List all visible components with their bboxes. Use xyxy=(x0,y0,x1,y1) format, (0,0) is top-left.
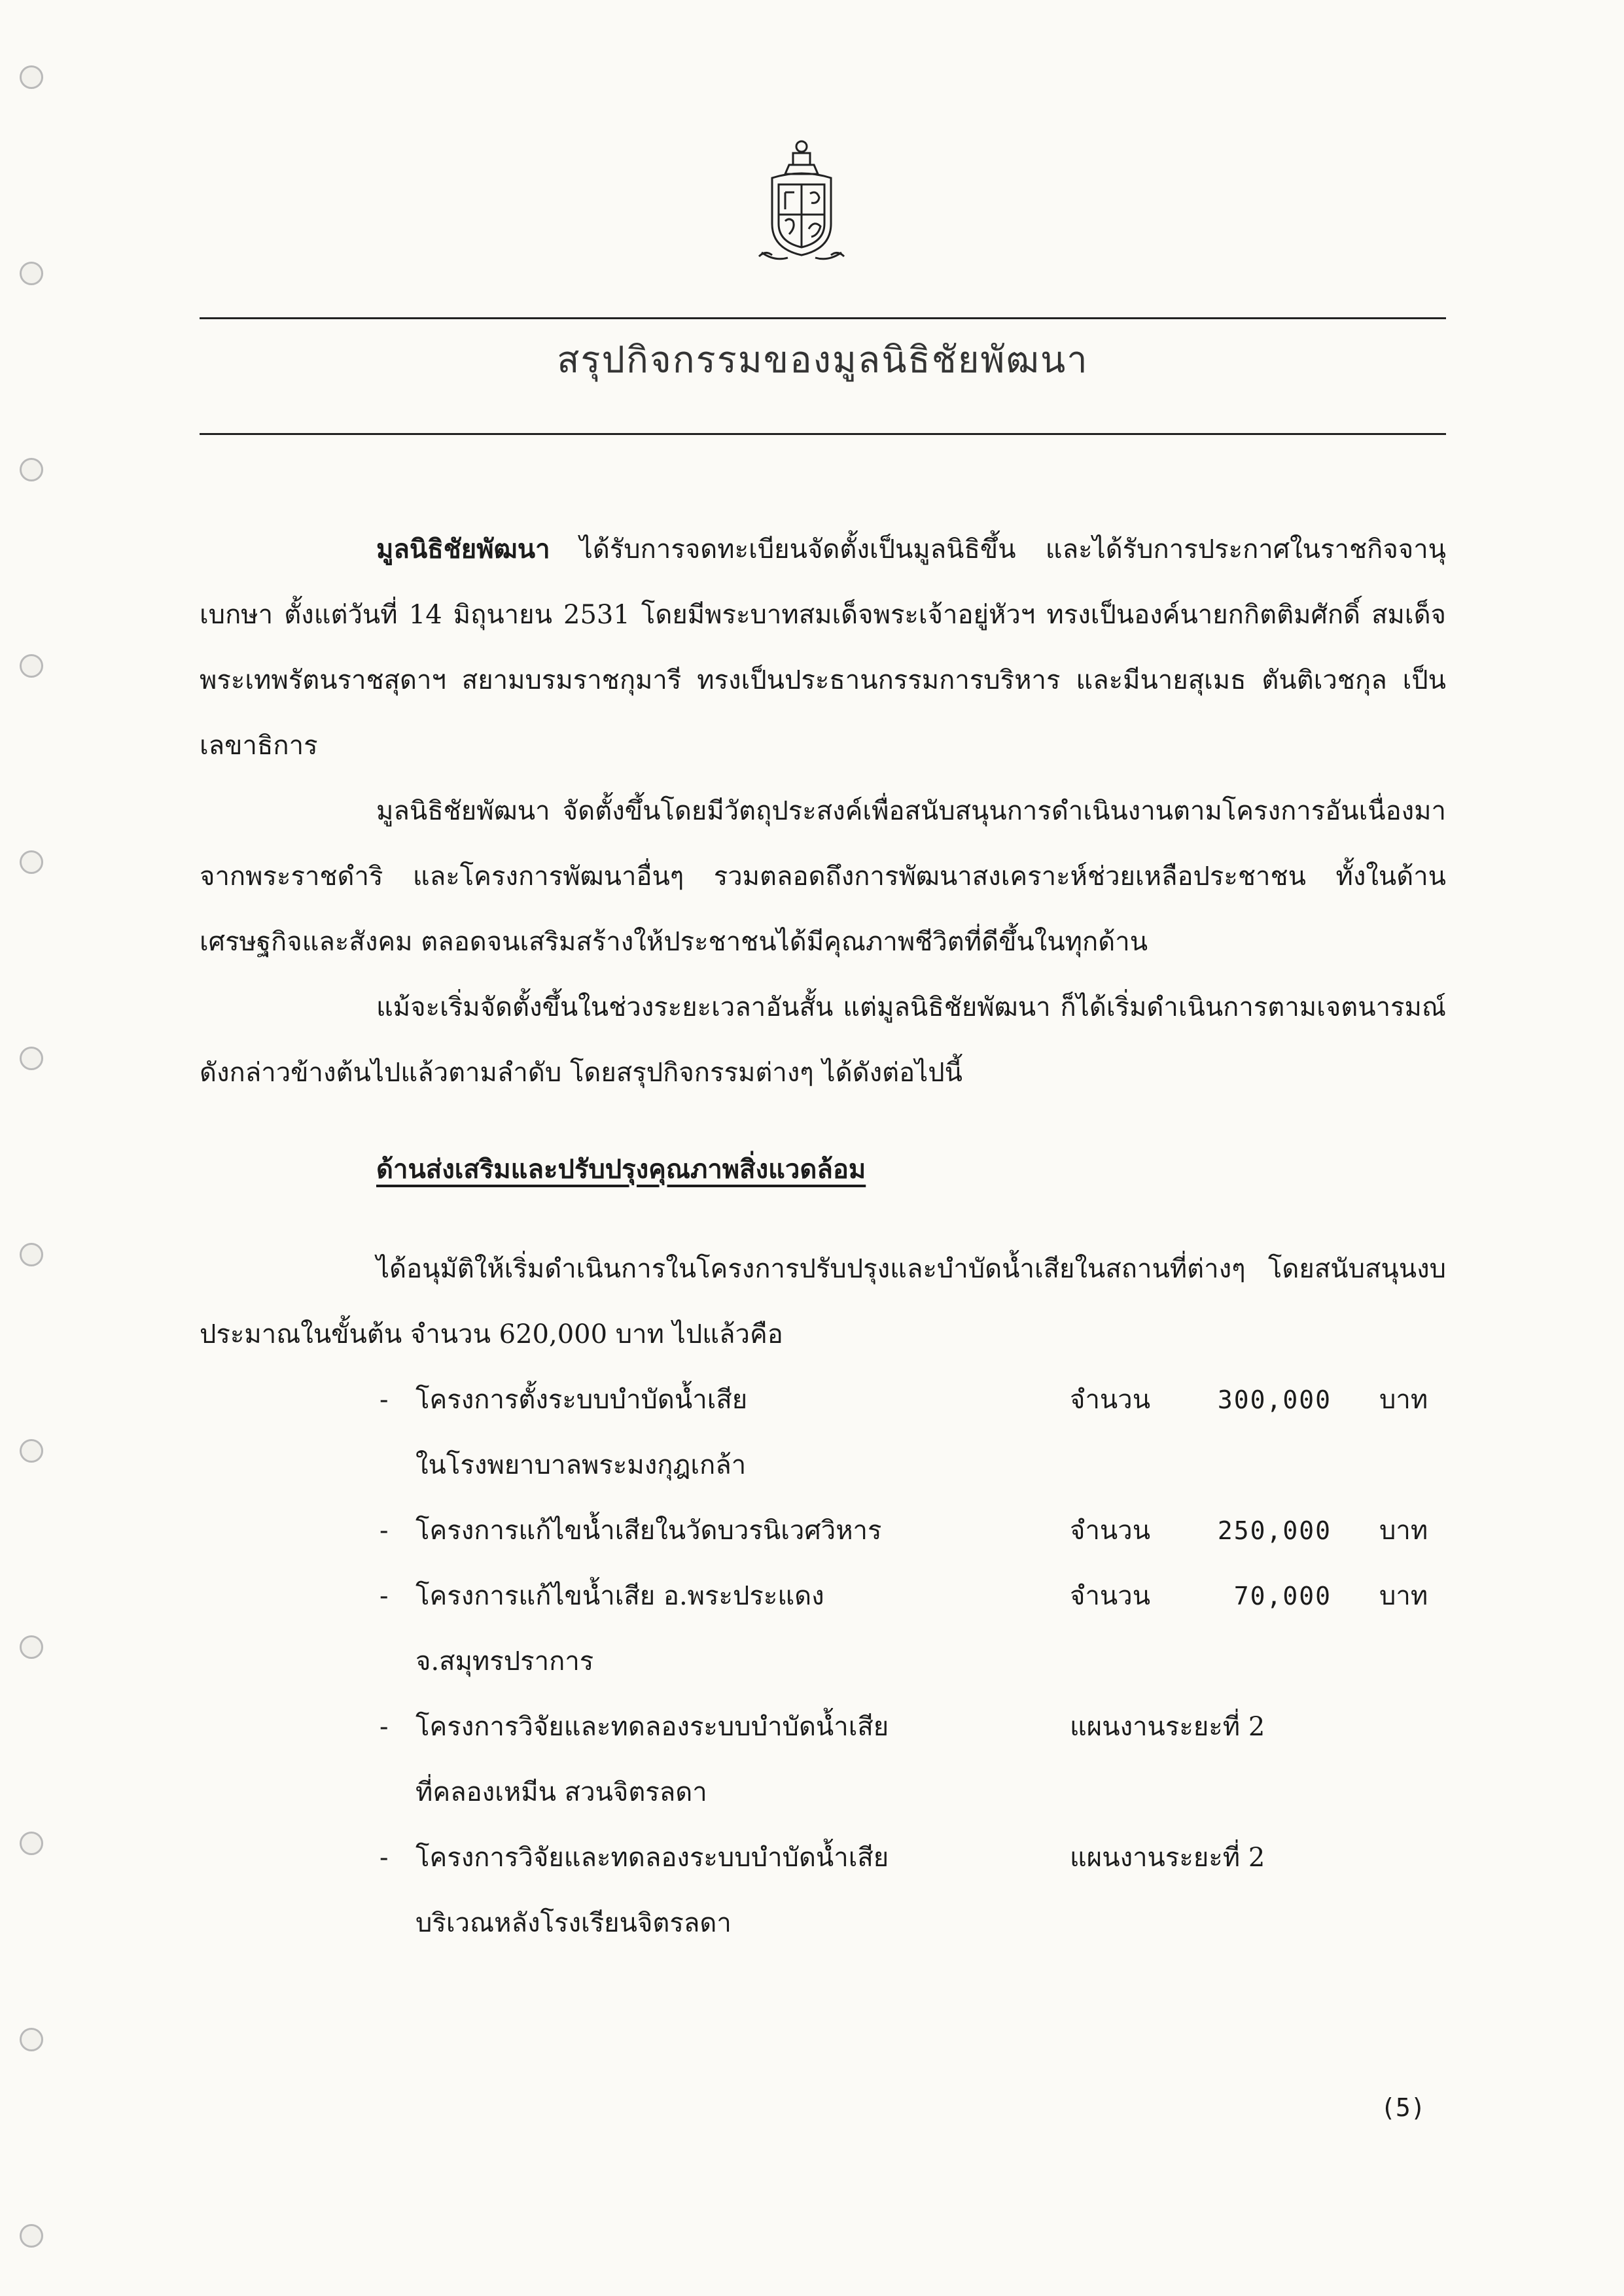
binder-hole xyxy=(20,1439,43,1463)
list-dash: - xyxy=(380,1385,389,1415)
binder-hole xyxy=(20,262,43,285)
intro-paragraph-1-text: ได้รับการจดทะเบียนจัดตั้งเป็นมูลนิธิขึ้น และได้รับการประกาศในราชกิจจานุเบกษา ตั้งแต่วันที่ 14 มิถุนายน 2531 โดยมีพระบาทสมเด็จพระเจ้าอยู่หัวฯ ทรงเป็นองค์นายกกิตติมศักดิ์ สมเด็จพระเทพรัตนราชสุดาฯ สยามบรมราชกุมารี ทรงเป็นประธานกรรมการบริหาร และมีนายสุเมธ ตันติเวชกุล เป็นเลขาธิการ xyxy=(200,534,1446,761)
title-rule-bottom xyxy=(200,433,1446,435)
title-rule-top xyxy=(200,317,1446,319)
project-name: โครงการแก้ไขน้ำเสียในวัดบวรนิเวศวิหาร xyxy=(415,1516,882,1546)
binder-hole xyxy=(20,458,43,481)
list-item xyxy=(380,1498,882,1563)
page-number: (5) xyxy=(1381,2093,1426,2122)
list-item xyxy=(380,1694,889,1825)
project-label: จำนวน xyxy=(1070,1581,1151,1611)
binder-hole xyxy=(20,2028,43,2051)
binder-hole xyxy=(20,850,43,874)
project-name-continued: ที่คลองเหมีน สวนจิตรลดา xyxy=(415,1777,707,1807)
project-name-continued: บริเวณหลังโรงเรียนจิตรลดา xyxy=(415,1908,732,1938)
project-unit: บาท xyxy=(1379,1516,1428,1546)
list-item xyxy=(380,1563,824,1694)
list-item xyxy=(380,1825,889,1956)
project-amount: 250,000 xyxy=(1217,1516,1332,1545)
binder-holes xyxy=(0,0,72,2296)
project-label: จำนวน xyxy=(1070,1385,1151,1415)
binder-hole xyxy=(20,1635,43,1659)
project-amount: 70,000 xyxy=(1233,1582,1332,1610)
foundation-name-bold: มูลนิธิชัยพัฒนา xyxy=(376,534,550,565)
project-name: โครงการวิจัยและทดลองระบบบำบัดน้ำเสีย xyxy=(415,1843,889,1873)
intro-paragraph-3: แม้จะเริ่มจัดตั้งขึ้นในช่วงระยะเวลาอันสั้น แต่มูลนิธิชัยพัฒนา ก็ได้เริ่มดำเนินการตามเจตนารมณ์ดังกล่าวข้างต้นไปแล้วตามลำดับ โดยสรุปกิจกรรมต่างๆ ได้ดังต่อไปนี้ xyxy=(200,992,1446,1088)
project-label: จำนวน xyxy=(1070,1516,1151,1546)
list-item xyxy=(380,1367,747,1498)
section-heading: ด้านส่งเสริมและปรับปรุงคุณภาพสิ่งแวดล้อม xyxy=(376,1154,866,1185)
foundation-seal-icon xyxy=(752,137,851,275)
intro-paragraph-2: มูลนิธิชัยพัฒนา จัดตั้งขึ้นโดยมีวัตถุประสงค์เพื่อสนับสนุนการดำเนินงานตามโครงการอันเนื่องมาจากพระราชดำริ และโครงการพัฒนาอื่นๆ รวมตลอดถึงการพัฒนาสงเคราะห์ช่วยเหลือประชาชน ทั้งในด้านเศรษฐกิจและสังคม ตลอดจนเสริมสร้างให้ประชาชนได้มีคุณภาพชีวิตที่ดีขึ้นในทุกด้าน xyxy=(200,796,1446,957)
binder-hole xyxy=(20,1832,43,1855)
binder-hole xyxy=(20,1243,43,1266)
binder-hole xyxy=(20,65,43,89)
page-title: สรุปกิจกรรมของมูลนิธิชัยพัฒนา xyxy=(557,339,1089,381)
list-dash: - xyxy=(380,1581,389,1611)
project-label: แผนงานระยะที่ 2 xyxy=(1070,1712,1265,1742)
binder-hole xyxy=(20,1047,43,1070)
project-name: โครงการตั้งระบบบำบัดน้ำเสีย xyxy=(415,1385,748,1415)
project-name-continued: จ.สมุทรปราการ xyxy=(415,1646,594,1677)
intro-paragraph-1 xyxy=(200,517,1446,778)
project-name: โครงการแก้ไขน้ำเสีย อ.พระประแดง xyxy=(415,1581,824,1611)
project-amount: 300,000 xyxy=(1217,1385,1332,1414)
project-name: โครงการวิจัยและทดลองระบบบำบัดน้ำเสีย xyxy=(415,1712,889,1742)
project-name-continued: ในโรงพยาบาลพระมงกุฎเกล้า xyxy=(415,1450,747,1480)
binder-hole xyxy=(20,654,43,678)
list-dash: - xyxy=(380,1516,389,1546)
binder-hole xyxy=(20,2224,43,2248)
section-text xyxy=(200,1236,1446,1367)
list-dash: - xyxy=(380,1712,389,1742)
project-unit: บาท xyxy=(1379,1581,1428,1611)
section-paragraph: ได้อนุมัติให้เริ่มดำเนินการในโครงการปรับปรุงและบำบัดน้ำเสียในสถานที่ต่างๆ โดยสนับสนุนงบประมาณในขั้นต้น จำนวน 620,000 บาท ไปแล้วคือ xyxy=(200,1254,1446,1349)
project-unit: บาท xyxy=(1379,1385,1428,1415)
project-label: แผนงานระยะที่ 2 xyxy=(1070,1843,1265,1873)
intro-text xyxy=(200,517,1446,1105)
list-dash: - xyxy=(380,1843,389,1873)
